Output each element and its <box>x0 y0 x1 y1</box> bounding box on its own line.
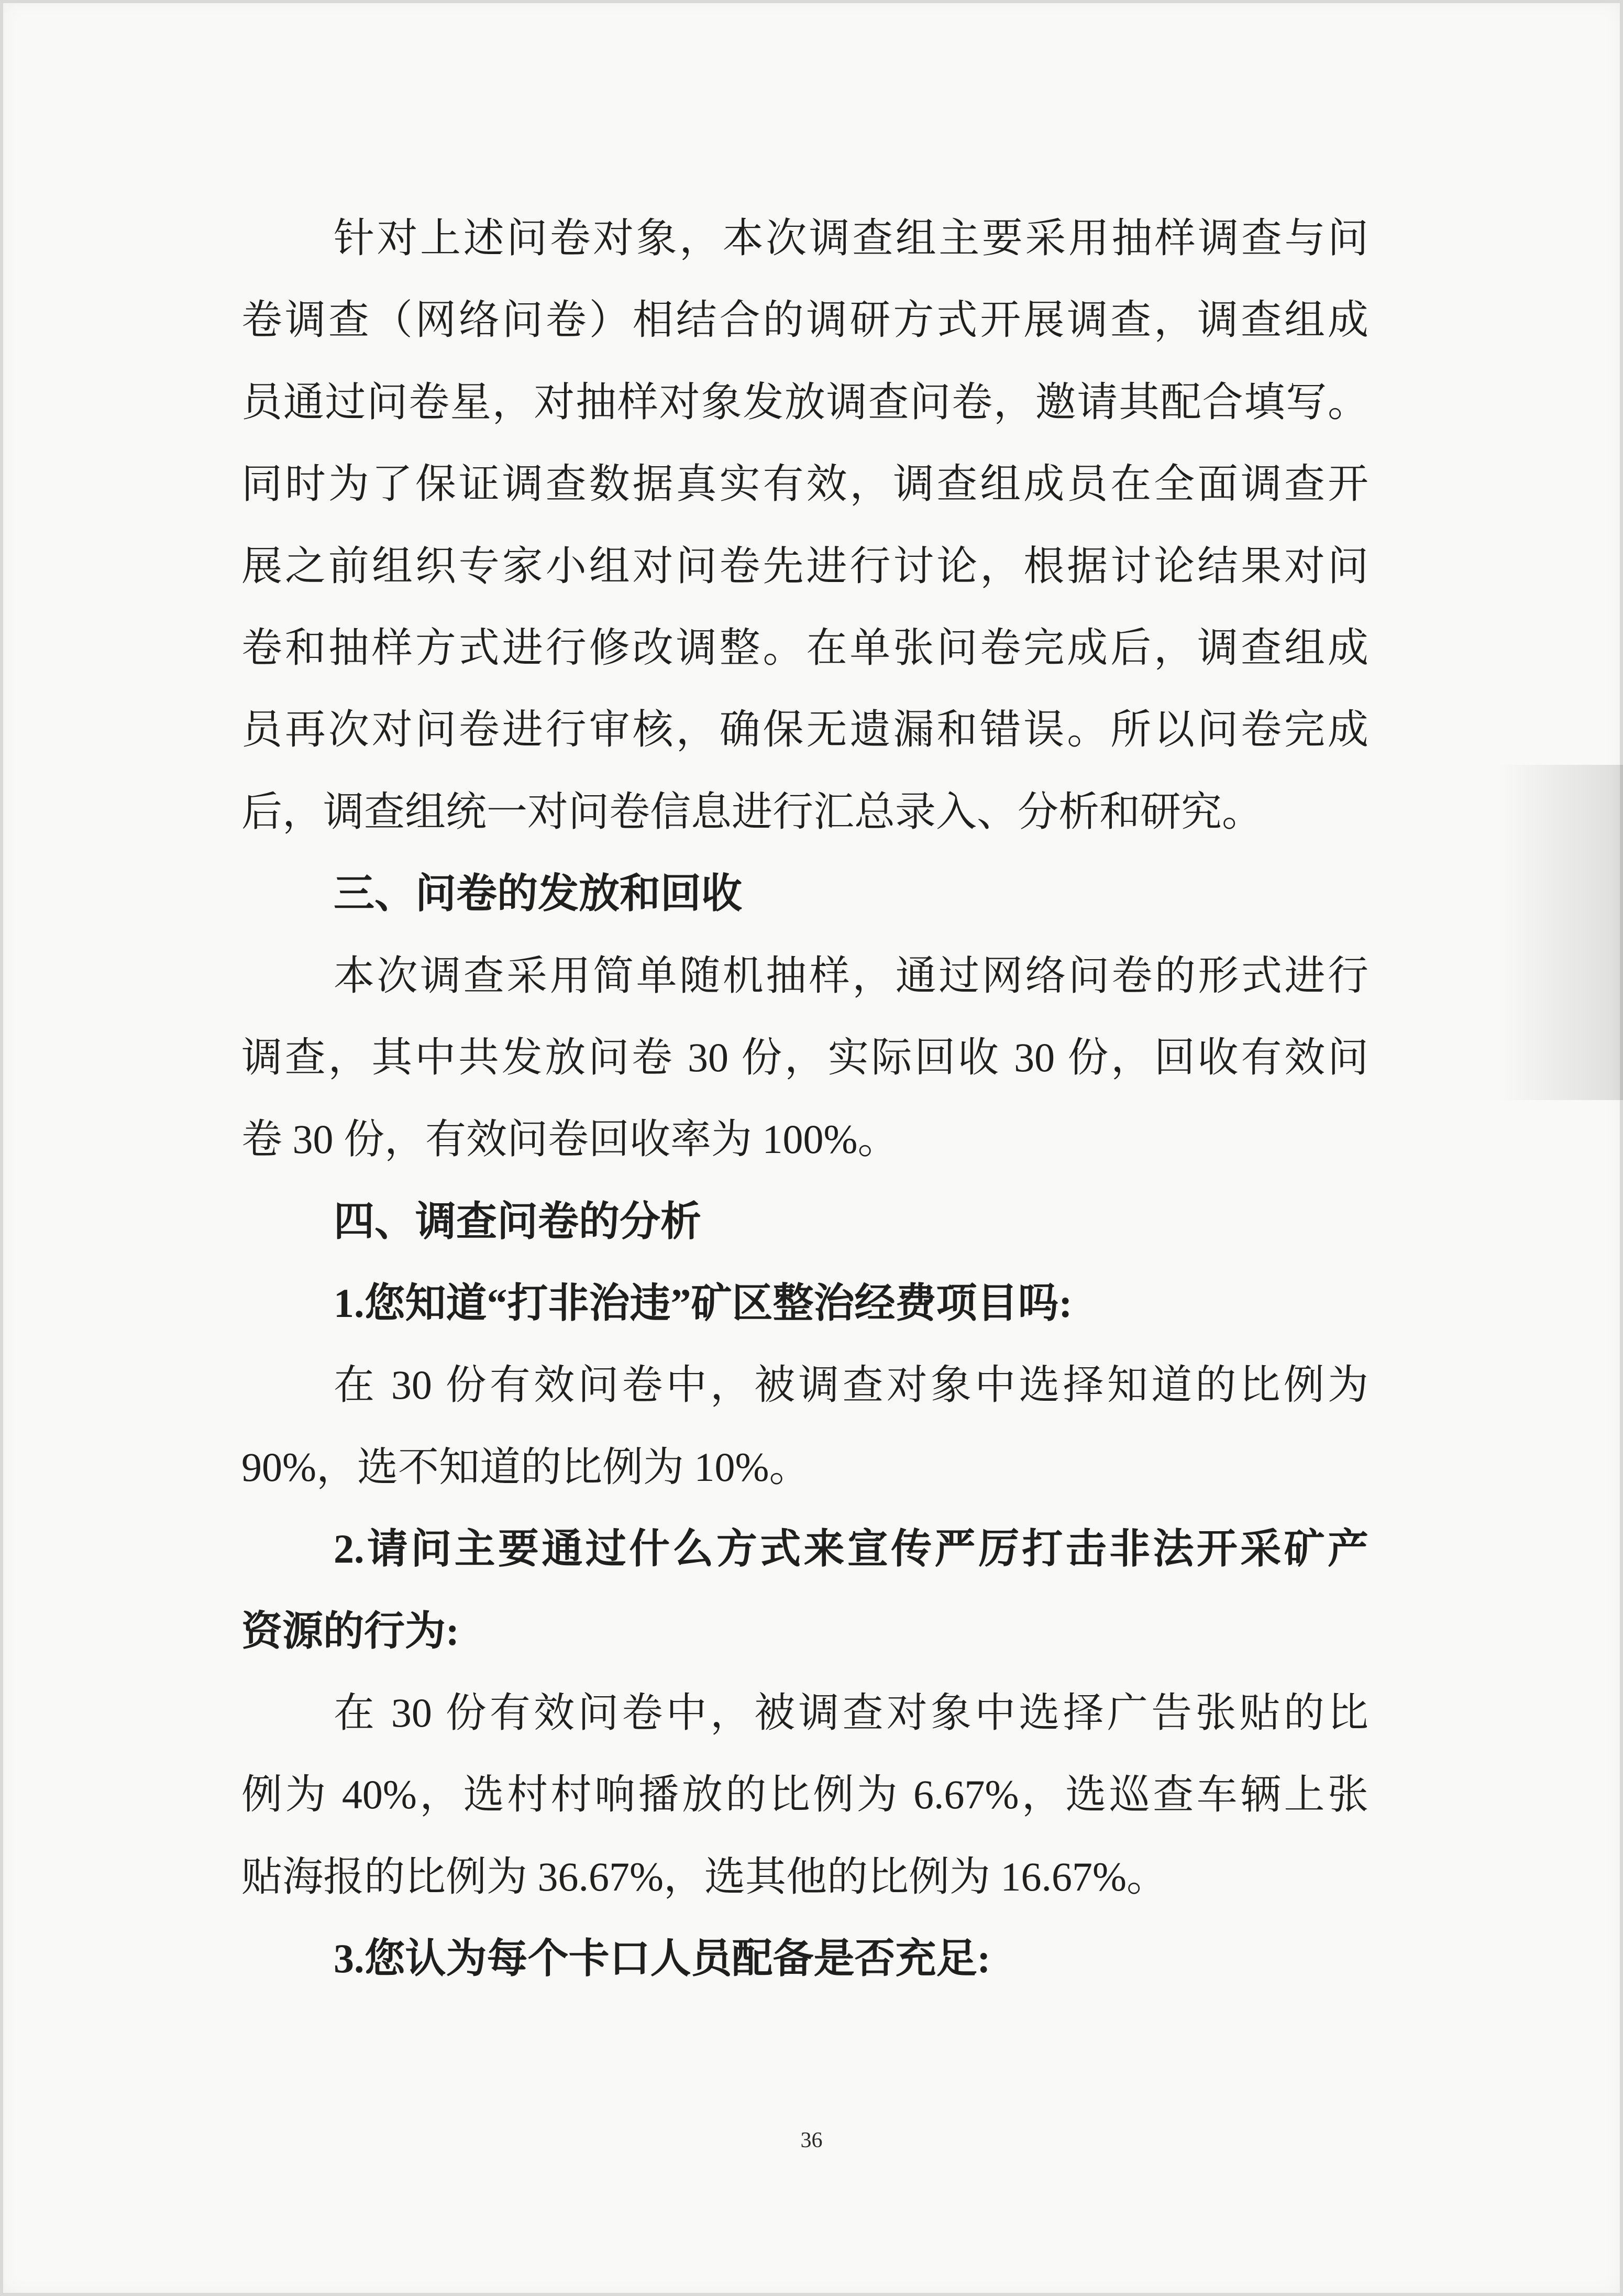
paragraph-line: 90%，选不知道的比例为 10%。 <box>241 1444 810 1490</box>
paragraph-line: 员再次对问卷进行审核，确保无遗漏和错误。所以问卷完成 <box>241 707 1368 753</box>
paragraph-line: 后，调查组统一对问卷信息进行汇总录入、分析和研究。 <box>241 788 1263 834</box>
question-1: 1.您知道“打非治违”矿区整治经费项目吗: <box>334 1280 1073 1326</box>
paragraph-line: 例为 40%，选村村响播放的比例为 6.67%，选巡查车辆上张 <box>241 1772 1368 1818</box>
paragraph-line: 卷 30 份，有效问卷回收率为 100%。 <box>241 1116 899 1162</box>
answer-2 <box>241 1672 1368 1918</box>
question-line: 2.请问主要通过什么方式来宣传严厉打击非法开采矿产 <box>334 1526 1368 1572</box>
document-body <box>241 197 1368 2000</box>
paragraph-line: 本次调查采用简单随机抽样，通过网络问卷的形式进行 <box>334 952 1368 998</box>
section-heading-distribution: 三、问卷的发放和回收 <box>334 871 743 917</box>
paragraph-line: 同时为了保证调查数据真实有效，调查组成员在全面调查开 <box>241 461 1368 507</box>
question-3: 3.您认为每个卡口人员配备是否充足: <box>334 1936 991 1982</box>
paragraph-line: 员通过问卷星，对抽样对象发放调查问卷，邀请其配合填写。 <box>241 379 1368 425</box>
paragraph-survey-method <box>241 197 1368 853</box>
answer-1 <box>241 1344 1368 1508</box>
paragraph-line: 卷调查（网络问卷）相结合的调研方式开展调查，调查组成 <box>241 297 1368 343</box>
paragraph-line: 在 30 份有效问卷中，被调查对象中选择知道的比例为 <box>334 1362 1368 1408</box>
paragraph-line: 针对上述问卷对象，本次调查组主要采用抽样调查与问 <box>334 215 1368 261</box>
paragraph-line: 在 30 份有效问卷中，被调查对象中选择广告张贴的比 <box>334 1690 1368 1736</box>
paragraph-line: 卷和抽样方式进行修改调整。在单张问卷完成后，调查组成 <box>241 624 1368 671</box>
paragraph-line: 展之前组织专家小组对问卷先进行讨论，根据讨论结果对问 <box>241 543 1368 589</box>
question-2 <box>241 1508 1368 1672</box>
question-line: 资源的行为: <box>241 1608 459 1654</box>
paragraph-line: 贴海报的比例为 36.67%，选其他的比例为 16.67%。 <box>241 1853 1167 1899</box>
scan-shadow <box>1498 765 1623 1100</box>
paragraph-distribution <box>241 935 1368 1181</box>
section-heading-analysis: 四、调查问卷的分析 <box>334 1198 702 1244</box>
page-number: 36 <box>800 2128 823 2152</box>
paragraph-line: 调查，其中共发放问卷 30 份，实际回收 30 份，回收有效问 <box>241 1034 1368 1080</box>
